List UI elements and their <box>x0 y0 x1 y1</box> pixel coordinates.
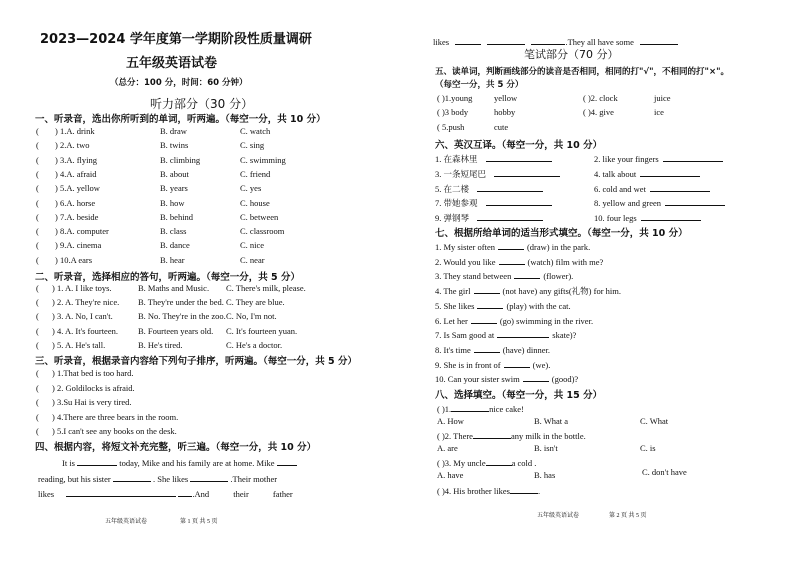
passage-line-2 <box>38 472 277 484</box>
sentence-end: (play) with the cat. <box>506 300 571 311</box>
option-a[interactable]: ) 4. A. It's fourteen. <box>52 325 118 336</box>
passage-text: likes <box>38 489 55 499</box>
passage-text: .And <box>192 489 210 499</box>
answer-blank[interactable] <box>473 429 511 439</box>
section-8-heading: 八、选择填空。（每空一分，共 15 分） <box>435 390 603 401</box>
choice-q3-option-b[interactable]: B. has <box>534 470 556 480</box>
phonics-word[interactable]: ( 5.push <box>437 121 465 132</box>
option-c[interactable]: C. swimming <box>240 154 286 165</box>
translate-item <box>435 167 560 180</box>
answer-paren[interactable]: ( <box>36 311 39 322</box>
phonics-word[interactable]: ( )4. give <box>583 107 614 118</box>
choice-q1 <box>437 402 524 414</box>
sentence-start: 6. Let her <box>435 315 468 326</box>
answer-blank[interactable] <box>487 35 525 45</box>
answer-blank[interactable] <box>486 152 552 162</box>
fill-sentence <box>435 372 578 384</box>
section-3-heading: 三、听录音，根据录音内容给下列句子排序，听两遍。（每空一分，共 5 分） <box>35 356 357 367</box>
phonics-word[interactable]: ( )3 body <box>437 107 469 118</box>
sentence-end: (flower). <box>543 271 574 282</box>
answer-paren[interactable]: ( <box>36 183 39 194</box>
answer-blank[interactable] <box>663 152 723 162</box>
answer-paren[interactable]: ( <box>36 283 39 293</box>
fill-sentence <box>435 328 576 340</box>
option-b[interactable]: B. Maths and Music. <box>138 283 210 293</box>
translate-prompt: 5. 在二楼 <box>435 183 470 194</box>
translate-prompt: 3. 一条短尾巴 <box>435 168 487 179</box>
answer-paren[interactable]: ( <box>36 197 39 208</box>
answer-blank[interactable] <box>113 472 151 482</box>
answer-blank[interactable] <box>494 167 560 177</box>
exam-subtitle: 五年级英语试卷 <box>126 56 218 71</box>
sentence: ) 1.That bed is too hard. <box>52 368 134 378</box>
section-2-heading: 二、听录音，选择相应的答句，听两遍。（每空一分，共 5 分） <box>35 272 300 283</box>
exam-meta: （总分：100 分，时间：60 分钟） <box>110 78 248 88</box>
option-c[interactable]: C. He's a doctor. <box>226 339 283 350</box>
fill-sentence <box>435 343 550 355</box>
fill-sentence <box>435 269 573 281</box>
answer-blank[interactable] <box>497 328 549 338</box>
passage-text: . She likes <box>152 474 189 484</box>
answer-paren[interactable]: ( <box>36 325 39 336</box>
answer-blank[interactable] <box>471 314 497 324</box>
option-a[interactable]: ) 1. A. I like toys. <box>52 283 112 293</box>
choice-q2-option-b[interactable]: B. isn't <box>534 443 558 453</box>
answer-blank[interactable] <box>451 402 489 412</box>
passage-text: It is <box>62 458 75 468</box>
option-b[interactable]: B. years <box>160 183 188 194</box>
answer-blank[interactable] <box>66 487 176 497</box>
passage-text: .They all have some <box>565 37 634 47</box>
option-c[interactable]: C. No, I'm not. <box>226 311 277 322</box>
answer-blank[interactable] <box>514 269 540 279</box>
fill-sentence <box>435 314 593 326</box>
option-b[interactable]: B. He's tired. <box>138 339 183 350</box>
passage-text: likes <box>433 37 450 47</box>
choice-q2-option-c[interactable]: C. is <box>640 443 656 453</box>
phonics-word: cute <box>494 121 509 132</box>
option-a[interactable]: ) 4.A. afraid <box>55 168 97 179</box>
option-b[interactable]: B. draw <box>160 126 187 136</box>
option-a[interactable]: ) 6.A. horse <box>55 197 96 208</box>
sentence-start: 7. Is Sam good at <box>435 330 495 341</box>
option-b[interactable]: B. climbing <box>160 154 201 165</box>
option-b[interactable]: B. behind <box>160 211 194 222</box>
answer-blank[interactable] <box>523 372 549 382</box>
sentence: ) 5.I can't see any books on the desk. <box>52 426 177 436</box>
answer-paren[interactable]: ( <box>36 240 39 251</box>
option-c[interactable]: C. between <box>240 211 279 222</box>
translate-prompt: 8. yellow and green <box>594 198 662 209</box>
question-text: a cold . <box>511 458 537 468</box>
sentence: ) 3.Su Hai is very tired. <box>52 397 132 407</box>
footer-exam-name: 五年级英语试卷 <box>105 519 148 525</box>
option-c[interactable]: C. yes <box>240 183 262 194</box>
sentence-start: 2. Would you like <box>435 256 496 267</box>
question-text: ( )2. There <box>437 431 473 441</box>
sentence: ) 2. Goldilocks is afraid. <box>52 382 135 393</box>
section-6-heading: 六、英汉互译。（每空一分，共 10 分） <box>435 140 603 151</box>
option-c[interactable]: C. house <box>240 197 270 208</box>
phonics-word: hobby <box>494 107 516 118</box>
answer-blank[interactable] <box>477 182 543 192</box>
answer-blank[interactable] <box>477 299 503 309</box>
option-a[interactable]: ) 10.A ears <box>55 254 93 265</box>
question-text: nice cake! <box>489 404 524 414</box>
choice-q4 <box>437 484 540 496</box>
option-b[interactable]: B. No. They're in the zoo. <box>138 311 226 322</box>
sentence-start: 8. It's time <box>435 344 471 355</box>
answer-blank[interactable] <box>277 456 297 466</box>
sentence-end: (go) swimming in the river. <box>499 315 594 326</box>
option-c[interactable]: C. They are blue. <box>226 297 285 308</box>
option-c[interactable]: C. classroom <box>240 226 285 237</box>
question-text: ( )1. <box>437 404 452 414</box>
translate-item <box>594 211 701 223</box>
answer-blank[interactable] <box>650 182 710 192</box>
choice-q3-option-c[interactable]: C. don't have <box>642 467 687 477</box>
exam-title: 2023—2024 学年度第一学期阶段性质量调研 <box>40 32 312 47</box>
translate-item <box>435 152 552 165</box>
sentence-end: (have) dinner. <box>502 344 550 355</box>
answer-paren[interactable]: ( <box>36 168 39 179</box>
option-b[interactable]: B. how <box>160 197 185 208</box>
answer-paren[interactable]: ( <box>36 382 39 393</box>
option-c[interactable]: C. It's fourteen yuan. <box>226 325 298 336</box>
translate-item <box>435 182 543 195</box>
choice-q2 <box>437 429 586 441</box>
question-text: any milk in the bottle. <box>510 431 586 441</box>
passage-text: father <box>272 489 293 499</box>
exam-page-2 <box>397 0 794 561</box>
translate-item <box>435 211 543 224</box>
sentence-start: 3. They stand between <box>435 271 512 282</box>
section-4-heading: 四、根据内容，将短文补充完整，听三遍。（每空一分，共 10 分） <box>35 442 317 453</box>
option-b[interactable]: B. about <box>160 168 189 179</box>
answer-blank[interactable] <box>510 484 541 496</box>
answer-blank[interactable] <box>504 358 530 368</box>
option-a[interactable]: ) 5.A. yellow <box>55 183 100 194</box>
translate-item <box>594 152 723 164</box>
answer-blank[interactable] <box>477 211 543 221</box>
translate-prompt: 4. talk about <box>594 168 637 179</box>
answer-blank[interactable] <box>641 211 701 221</box>
footer-page-number: 第 1 页 共 5 页 <box>180 519 218 525</box>
option-b[interactable]: B. hear <box>160 254 185 265</box>
answer-blank[interactable] <box>486 456 512 466</box>
answer-paren[interactable]: ( <box>36 297 39 308</box>
sentence-end: skate)? <box>552 330 577 341</box>
sentence-end: (good)? <box>551 374 579 385</box>
section-1-heading: 一、听录音，选出你所听到的单词，听两遍。（每空一分，共 10 分） <box>35 114 326 125</box>
answer-paren[interactable]: ( <box>36 426 39 436</box>
answer-blank[interactable] <box>640 35 678 45</box>
option-c[interactable]: C. friend <box>240 168 271 179</box>
option-a[interactable]: ) 7.A. beside <box>55 211 99 222</box>
translate-prompt: 7. 带她参观 <box>435 198 478 209</box>
passage-line-1 <box>62 456 297 468</box>
written-header: 笔试部分（70 分） <box>524 48 619 61</box>
option-a[interactable]: ) 1.A. drink <box>55 126 95 136</box>
fill-sentence <box>435 299 571 311</box>
answer-blank[interactable] <box>77 456 117 466</box>
choice-q3-option-a[interactable]: A. have <box>437 470 464 480</box>
fill-sentence <box>435 284 621 297</box>
option-a[interactable]: ) 5. A. He's tall. <box>52 339 106 350</box>
option-c[interactable]: C. nice <box>240 240 265 251</box>
answer-paren[interactable]: ( <box>36 397 39 407</box>
answer-blank[interactable] <box>474 343 500 353</box>
phonics-word: ice <box>654 107 664 118</box>
fill-sentence <box>435 240 590 252</box>
option-b[interactable]: B. twins <box>160 140 189 151</box>
answer-blank[interactable] <box>499 255 525 265</box>
passage-line-3 <box>38 487 308 499</box>
footer-page-number: 第 2 页 共 5 页 <box>609 513 647 519</box>
translate-prompt: 10. four legs <box>594 213 637 224</box>
answer-blank[interactable] <box>178 487 192 497</box>
fill-sentence <box>435 255 603 267</box>
option-a[interactable]: ) 8.A. computer <box>55 226 109 237</box>
option-c[interactable]: C. watch <box>240 126 271 136</box>
question-text: . <box>537 486 541 496</box>
answer-blank[interactable] <box>531 35 565 45</box>
choice-q1-option-b[interactable]: B. What a <box>534 416 569 426</box>
passage-text: reading, but his sister <box>38 474 111 484</box>
sentence-end: (we). <box>532 359 551 370</box>
section-7-heading: 七、根据所给单词的适当形式填空。（每空一分，共 10 分） <box>435 228 688 239</box>
option-a[interactable]: ) 2. A. They're nice. <box>52 297 120 308</box>
sentence-start: 1. My sister often <box>435 242 495 252</box>
phonics-word[interactable]: ( )1.young <box>437 93 473 103</box>
passage-text: their <box>233 489 249 499</box>
passage-text: today, Mike and his family are at home. Mike <box>119 458 275 468</box>
translate-item <box>594 167 700 179</box>
sentence-start: 10. Can your sister swim <box>435 374 520 385</box>
phonics-word: juice <box>654 93 671 103</box>
answer-paren[interactable]: ( <box>36 368 39 378</box>
choice-q1-option-c[interactable]: C. What <box>640 416 669 426</box>
option-a[interactable]: ) 3.A. flying <box>55 154 98 165</box>
section-5-heading: 五、读单词，判断画线部分的读音是否相同，相同的打"√"，不相同的打"×"。 <box>435 67 730 77</box>
phonics-word[interactable]: ( )2. clock <box>583 93 618 103</box>
answer-blank[interactable] <box>640 167 700 177</box>
question-text: ( )3. My uncle <box>437 458 486 468</box>
translate-prompt: 1. 在森林里 <box>435 154 478 164</box>
option-c[interactable]: C. sing <box>240 140 265 151</box>
option-b[interactable]: B. Fourteen years old. <box>138 325 214 336</box>
choice-q3 <box>437 456 536 468</box>
answer-blank[interactable] <box>474 284 500 294</box>
sentence-end: (watch) film with me? <box>527 256 604 267</box>
option-b[interactable]: B. class <box>160 226 187 237</box>
translate-prompt: 2. like your fingers <box>594 154 659 164</box>
answer-paren[interactable]: ( <box>36 211 39 222</box>
sentence: ) 4.There are three bears in the room. <box>52 411 179 422</box>
footer-exam-name: 五年级英语试卷 <box>537 513 580 519</box>
option-c[interactable]: C. near <box>240 254 265 265</box>
answer-paren[interactable]: ( <box>36 140 39 151</box>
question-text: ( )4. His brother likes <box>437 486 510 496</box>
answer-blank[interactable] <box>498 240 524 250</box>
translate-item <box>435 196 552 209</box>
translate-prompt: 6. cold and wet <box>594 183 646 194</box>
answer-blank[interactable] <box>665 196 725 206</box>
sentence-start: 5. She likes <box>435 300 475 311</box>
option-b[interactable]: B. They're under the bed. <box>138 297 224 308</box>
choice-q1-option-a[interactable]: A. How <box>437 416 464 426</box>
answer-paren[interactable]: ( <box>36 154 39 165</box>
choice-q2-option-a[interactable]: A. are <box>437 443 458 453</box>
option-a[interactable]: ) 3. A. No, I can't. <box>52 311 113 322</box>
answer-blank[interactable] <box>486 196 552 206</box>
listening-header: 听力部分（30 分） <box>150 97 254 111</box>
sentence-end: (not have) any gifts(礼物) for him. <box>502 286 621 297</box>
fill-sentence <box>435 358 550 370</box>
answer-paren[interactable]: ( <box>36 411 39 422</box>
option-a[interactable]: ) 9.A. cinema <box>55 240 102 251</box>
translate-item <box>594 196 725 208</box>
phonics-word: yellow <box>494 93 518 103</box>
sentence-end: (draw) in the park. <box>526 242 591 252</box>
section-5-score: （每空一分，共 5 分） <box>435 80 524 90</box>
answer-paren[interactable]: ( <box>36 226 39 237</box>
sentence-start: 9. She is in front of <box>435 359 501 370</box>
option-b[interactable]: B. dance <box>160 240 190 251</box>
option-a[interactable]: ) 2.A. two <box>55 140 90 151</box>
sentence-start: 4. The girl <box>435 286 471 297</box>
translate-item <box>594 182 710 194</box>
answer-blank[interactable] <box>455 35 481 45</box>
answer-paren[interactable]: ( <box>36 126 39 136</box>
option-c[interactable]: C. There's milk, please. <box>226 283 306 293</box>
answer-blank[interactable] <box>190 472 228 482</box>
answer-paren[interactable]: ( <box>36 254 39 265</box>
answer-paren[interactable]: ( <box>36 339 39 350</box>
passage-text: .Their mother <box>230 474 278 484</box>
translate-prompt: 9. 弹钢琴 <box>435 213 470 224</box>
